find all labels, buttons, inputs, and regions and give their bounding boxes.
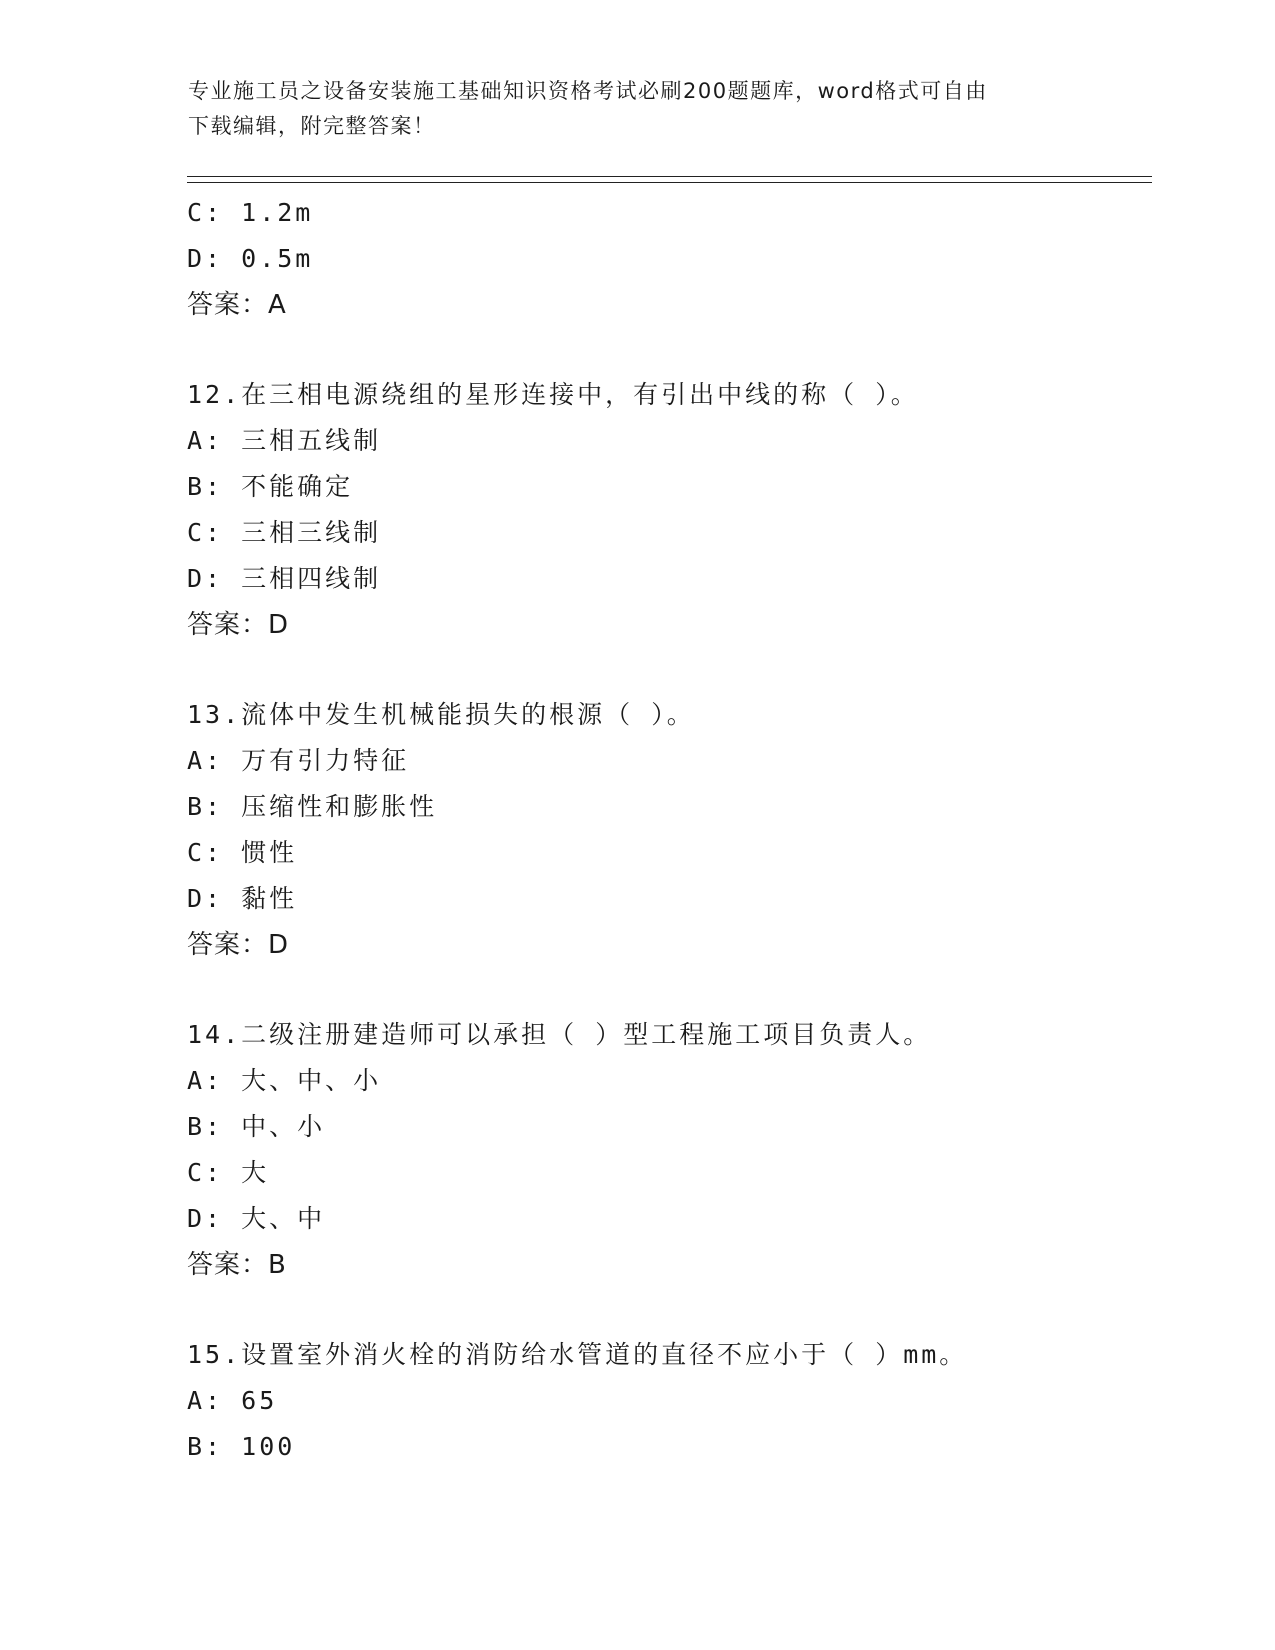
question-stem: 13.流体中发生机械能损失的根源（ ）。 (187, 700, 695, 729)
option-a: A: 65 (187, 1386, 278, 1415)
question-stem: 12.在三相电源绕组的星形连接中，有引出中线的称（ ）。 (187, 380, 919, 409)
header-line-1: 专业施工员之设备安装施工基础知识资格考试必刷200题题库，word格式可自由 (188, 79, 988, 103)
question-11-continued (187, 190, 1152, 328)
option-d: D: 三相四线制 (187, 564, 382, 593)
question-12 (187, 372, 1152, 648)
document-header (188, 74, 1068, 144)
question-stem: 15.设置室外消火栓的消防给水管道的直径不应小于（ ）mm。 (187, 1340, 968, 1369)
answer: 答案：D (187, 610, 290, 640)
question-14 (187, 1012, 1152, 1288)
option-b: B: 压缩性和膨胀性 (187, 792, 438, 821)
header-line-2: 下载编辑，附完整答案！ (188, 114, 436, 138)
option-a: A: 万有引力特征 (187, 746, 410, 775)
question-13 (187, 692, 1152, 968)
option-a: A: 三相五线制 (187, 426, 382, 455)
question-15 (187, 1332, 1152, 1470)
answer: 答案：A (187, 290, 287, 320)
option-c: C: 1.2m (187, 198, 314, 227)
question-list (187, 190, 1152, 1470)
option-b: B: 中、小 (187, 1112, 326, 1141)
option-d: D: 0.5m (187, 244, 314, 273)
option-a: A: 大、中、小 (187, 1066, 382, 1095)
question-stem: 14.二级注册建造师可以承担（ ）型工程施工项目负责人。 (187, 1020, 932, 1049)
option-d: D: 黏性 (187, 884, 298, 913)
option-b: B: 不能确定 (187, 472, 354, 501)
header-divider-bottom (187, 182, 1152, 183)
answer: 答案：B (187, 1250, 287, 1280)
option-d: D: 大、中 (187, 1204, 326, 1233)
option-c: C: 三相三线制 (187, 518, 382, 547)
option-c: C: 惯性 (187, 838, 298, 867)
header-divider-top (187, 176, 1152, 177)
option-b: B: 100 (187, 1432, 296, 1461)
answer: 答案：D (187, 930, 290, 960)
option-c: C: 大 (187, 1158, 270, 1187)
